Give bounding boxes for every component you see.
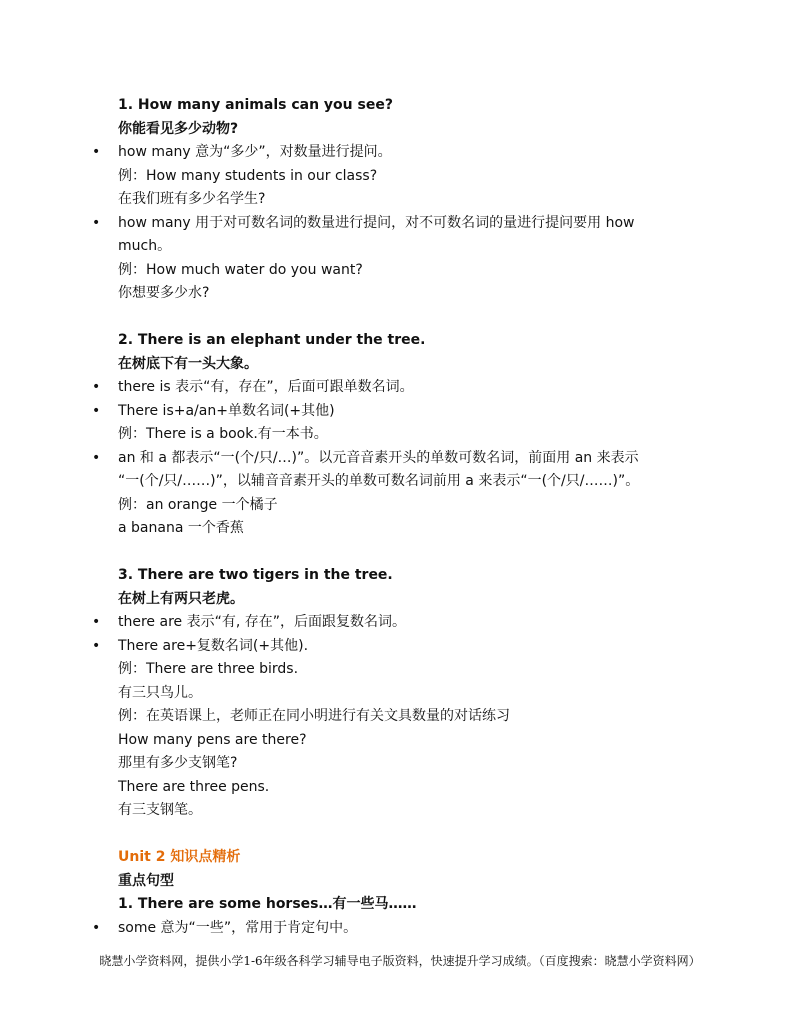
example-line: a banana 一个香蕉	[118, 520, 244, 536]
example-line: 例：在英语课上，老师正在同小明进行有关文具数量的对话练习	[118, 708, 510, 724]
example-line: 例：How many students in our class?	[118, 167, 378, 184]
unit-2-subtitle: 重点句型	[118, 872, 174, 889]
unit-2-point-1-heading: 1. There are some horses…有一些马……	[118, 896, 417, 912]
dialogue-line: How many pens are there?	[118, 731, 307, 748]
example-line: 例：There are three birds.	[118, 661, 299, 677]
translation-line: 有三只鸟儿。	[118, 684, 202, 701]
dialogue-line: 有三支钢笔。	[118, 802, 202, 818]
document-body	[118, 94, 718, 940]
dialogue-line: 那里有多少支钢笔?	[118, 755, 238, 771]
list-item: • There is+a/an+单数名词(+其他)	[118, 400, 718, 424]
list-item: • some 意为“一些”，常用于肯定句中。	[118, 917, 718, 941]
example-line: 例：How much water do you want?	[118, 261, 363, 278]
section-spacer	[118, 541, 718, 565]
example-line: 例：There is a book.有一本书。	[118, 426, 328, 442]
section-2-heading-en: 2. There is an elephant under the tree.	[118, 332, 426, 348]
section-spacer	[118, 306, 718, 330]
section-3-heading-en: 3. There are two tigers in the tree.	[118, 567, 393, 583]
section-3-heading-zh: 在树上有两只老虎。	[118, 590, 244, 607]
continuation-line: much。	[118, 238, 172, 254]
page-footer: 晓慧小学资料网，提供小学1-6年级各科学习辅导电子版资料，快速提升学习成绩。（百度搜索：晓慧小学资料网）	[99, 954, 701, 968]
section-1-heading-zh: 你能看见多少动物?	[118, 120, 239, 137]
section-spacer	[118, 823, 718, 847]
section-2-heading-zh: 在树底下有一头大象。	[118, 355, 258, 372]
unit-2-title: Unit 2 知识点精析	[118, 849, 241, 865]
list-item: • there are 表示“有, 存在”，后面跟复数名词。	[118, 611, 718, 635]
list-item: • how many 意为“多少”，对数量进行提问。	[118, 141, 718, 165]
translation-line: 你想要多少水?	[118, 285, 210, 301]
example-line: 例：an orange 一个橘子	[118, 496, 278, 513]
section-1-heading-en: 1. How many animals can you see?	[118, 97, 393, 113]
list-item: • how many 用于对可数名词的数量进行提问，对不可数名词的量进行提问要用 how	[118, 212, 718, 236]
translation-line: 在我们班有多少名学生?	[118, 191, 266, 207]
list-item: • an 和 a 都表示“一(个/只/…)”。以元音音素开头的单数可数名词，前面用 an 来表示	[118, 447, 718, 471]
dialogue-line: There are three pens.	[118, 778, 270, 795]
continuation-line: “一(个/只/……)”，以辅音音素开头的单数可数名词前用 a 来表示“一(个/只/……)”。	[118, 473, 640, 489]
list-item: • There are+复数名词(+其他).	[118, 635, 718, 659]
list-item: • there is 表示“有，存在”，后面可跟单数名词。	[118, 376, 718, 400]
